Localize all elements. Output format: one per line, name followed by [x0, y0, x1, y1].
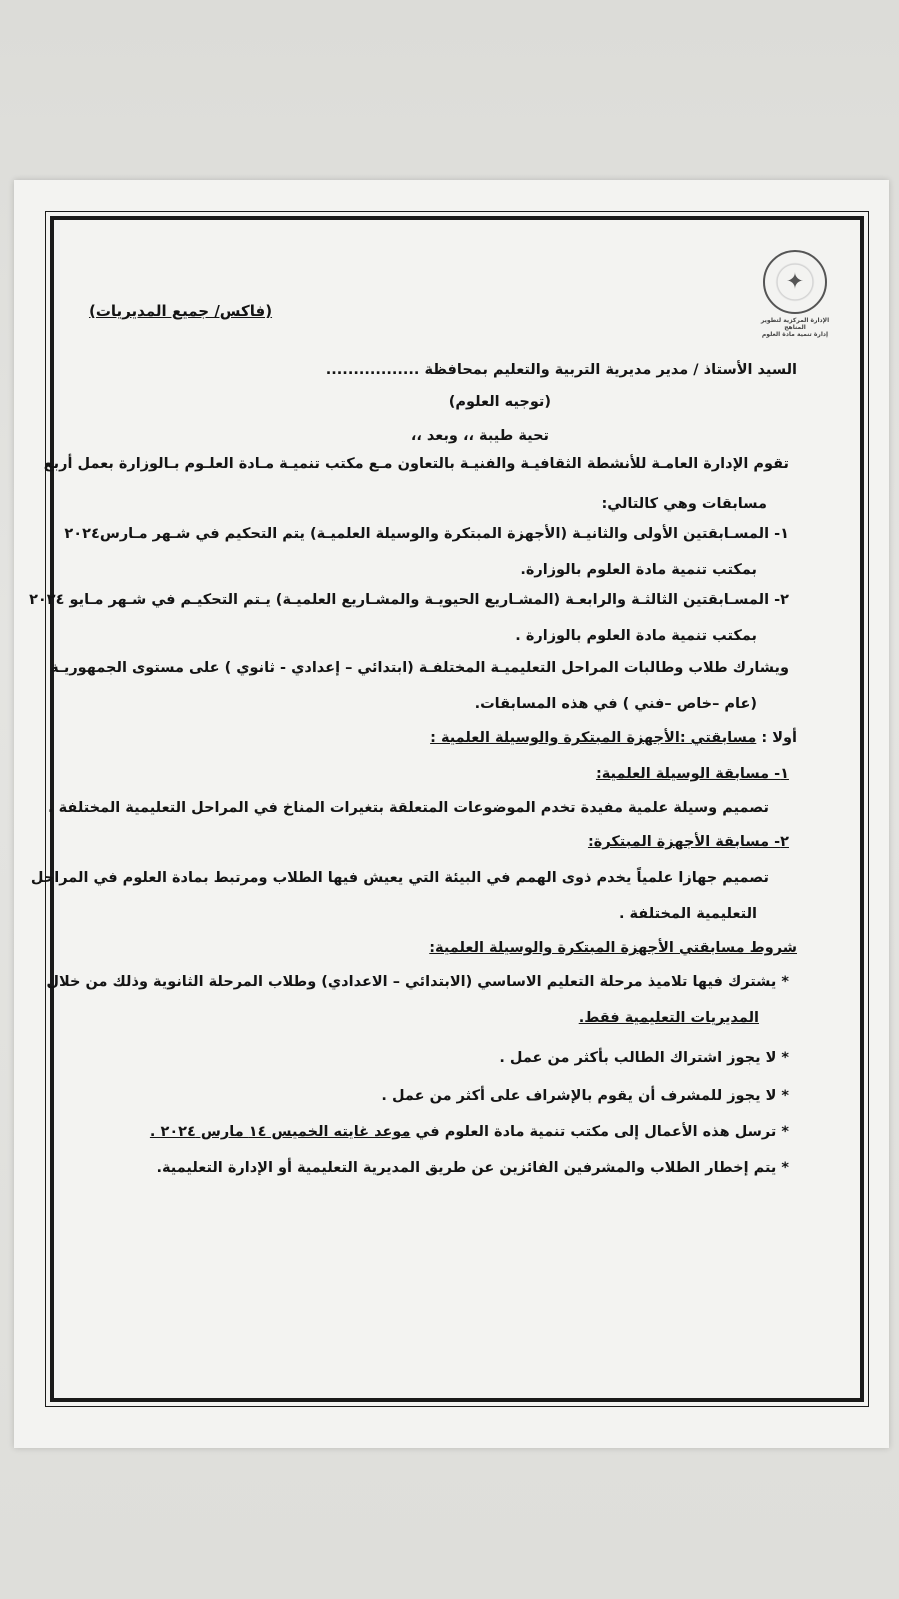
condition-4-text: * ترسل هذه الأعمال إلى مكتب تنمية مادة العلوم في — [410, 1124, 789, 1140]
sub-2-text-line-1: تصميم جهازا علمياً يخدم ذوى الهمم في البيئة التي يعيش فيها الطلاب ومرتبط بمادة العلوم في المراحل — [30, 870, 769, 886]
intro-line-1: تقوم الإدارة العامـة للأنشطة الثقافيـة والفنيـة بالتعاون مـع مكتب تنميـة مـادة العلـوم بـالوزارة بعمل أربع — [43, 456, 789, 472]
condition-1-line-2: المديريات التعليمية فقط. — [578, 1010, 759, 1026]
eagle-icon: ✦ — [785, 269, 805, 295]
section-1-title: مسابقتي :الأجهزة المبتكرة والوسيلة العلمية : — [430, 730, 757, 746]
addressee: السيد الأستاذ / مدير مديرية التربية والتعليم بمحافظة ................. — [325, 362, 797, 378]
fax-recipient: (فاكس/ جميع المديريات) — [89, 302, 273, 320]
condition-4-deadline: موعد غايته الخميس ١٤ مارس ٢٠٢٤ . — [149, 1124, 411, 1140]
conditions-heading: شروط مسابقتي الأجهزة المبتكرة والوسيلة العلمية: — [429, 940, 797, 956]
participation-line-2: (عام –خاص –فني ) في هذه المسابقات. — [474, 696, 757, 712]
condition-4 — [150, 1124, 789, 1140]
ministry-seal-icon — [763, 250, 827, 314]
logo-caption-line-1: الإدارة المركزية لتطوير المناهج — [760, 317, 830, 332]
logo-caption-line-2: إدارة تنمية مادة العلوم — [761, 331, 829, 339]
document-sheet — [14, 180, 889, 1448]
ministry-logo — [757, 250, 833, 360]
item-2-line-2: بمكتب تنمية مادة العلوم بالوزارة . — [515, 628, 757, 644]
condition-1-line-1: * يشترك فيها تلاميذ مرحلة التعليم الاساسي (الابتدائي – الاعدادي) وطلاب المرحلة الثانوية وذلك من خلال — [46, 974, 789, 990]
item-1-line-2: بمكتب تنمية مادة العلوم بالوزارة. — [520, 562, 757, 578]
condition-2: * لا يجوز اشتراك الطالب بأكثر من عمل . — [499, 1050, 789, 1066]
greeting: تحية طيبة ،، وبعد ،، — [410, 428, 549, 444]
item-1-line-1: ١- المسـابقتين الأولى والثانيـة (الأجهزة المبتكرة والوسيلة العلميـة) يتم التحكيم في شـهر مـارس٢٠٢٤ — [64, 526, 789, 542]
sub-1-heading: ١- مسابقة الوسيلة العلمية: — [595, 766, 789, 782]
sub-2-text-line-2: التعليمية المختلفة . — [618, 906, 757, 922]
item-2-line-1: ٢- المسـابقتين الثالثـة والرابعـة (المشـاريع الحيويـة والمشـاريع العلميـة) يـتم التحكيـم في شـهر مـايو ٢٠٢٤ — [29, 592, 789, 608]
condition-5: * يتم إخطار الطلاب والمشرفين الفائزين عن طريق المديرية التعليمية أو الإدارة التعليمية. — [156, 1160, 789, 1176]
section-1-prefix: أولا : — [756, 730, 797, 746]
intro-line-2: مسابقات وهي كالتالي: — [601, 496, 767, 512]
sub-1-text: تصميم وسيلة علمية مفيدة تخدم الموضوعات المتعلقة بتغيرات المناخ في المراحل التعليمية المختلفة . — [48, 800, 769, 816]
logo-caption — [757, 317, 833, 339]
department: (توجيه العلوم) — [448, 394, 551, 410]
sub-2-heading: ٢- مسابقة الأجهزة المبتكرة: — [587, 834, 789, 850]
condition-3: * لا يجوز للمشرف أن يقوم بالإشراف على أكثر من عمل . — [381, 1088, 789, 1104]
participation-line-1: ويشارك طلاب وطالبات المراحل التعليميـة المختلفـة (ابتدائي – إعدادي - ثانوي ) على مستوى الجمهوريـة — [50, 660, 789, 676]
section-1-heading — [430, 730, 797, 746]
